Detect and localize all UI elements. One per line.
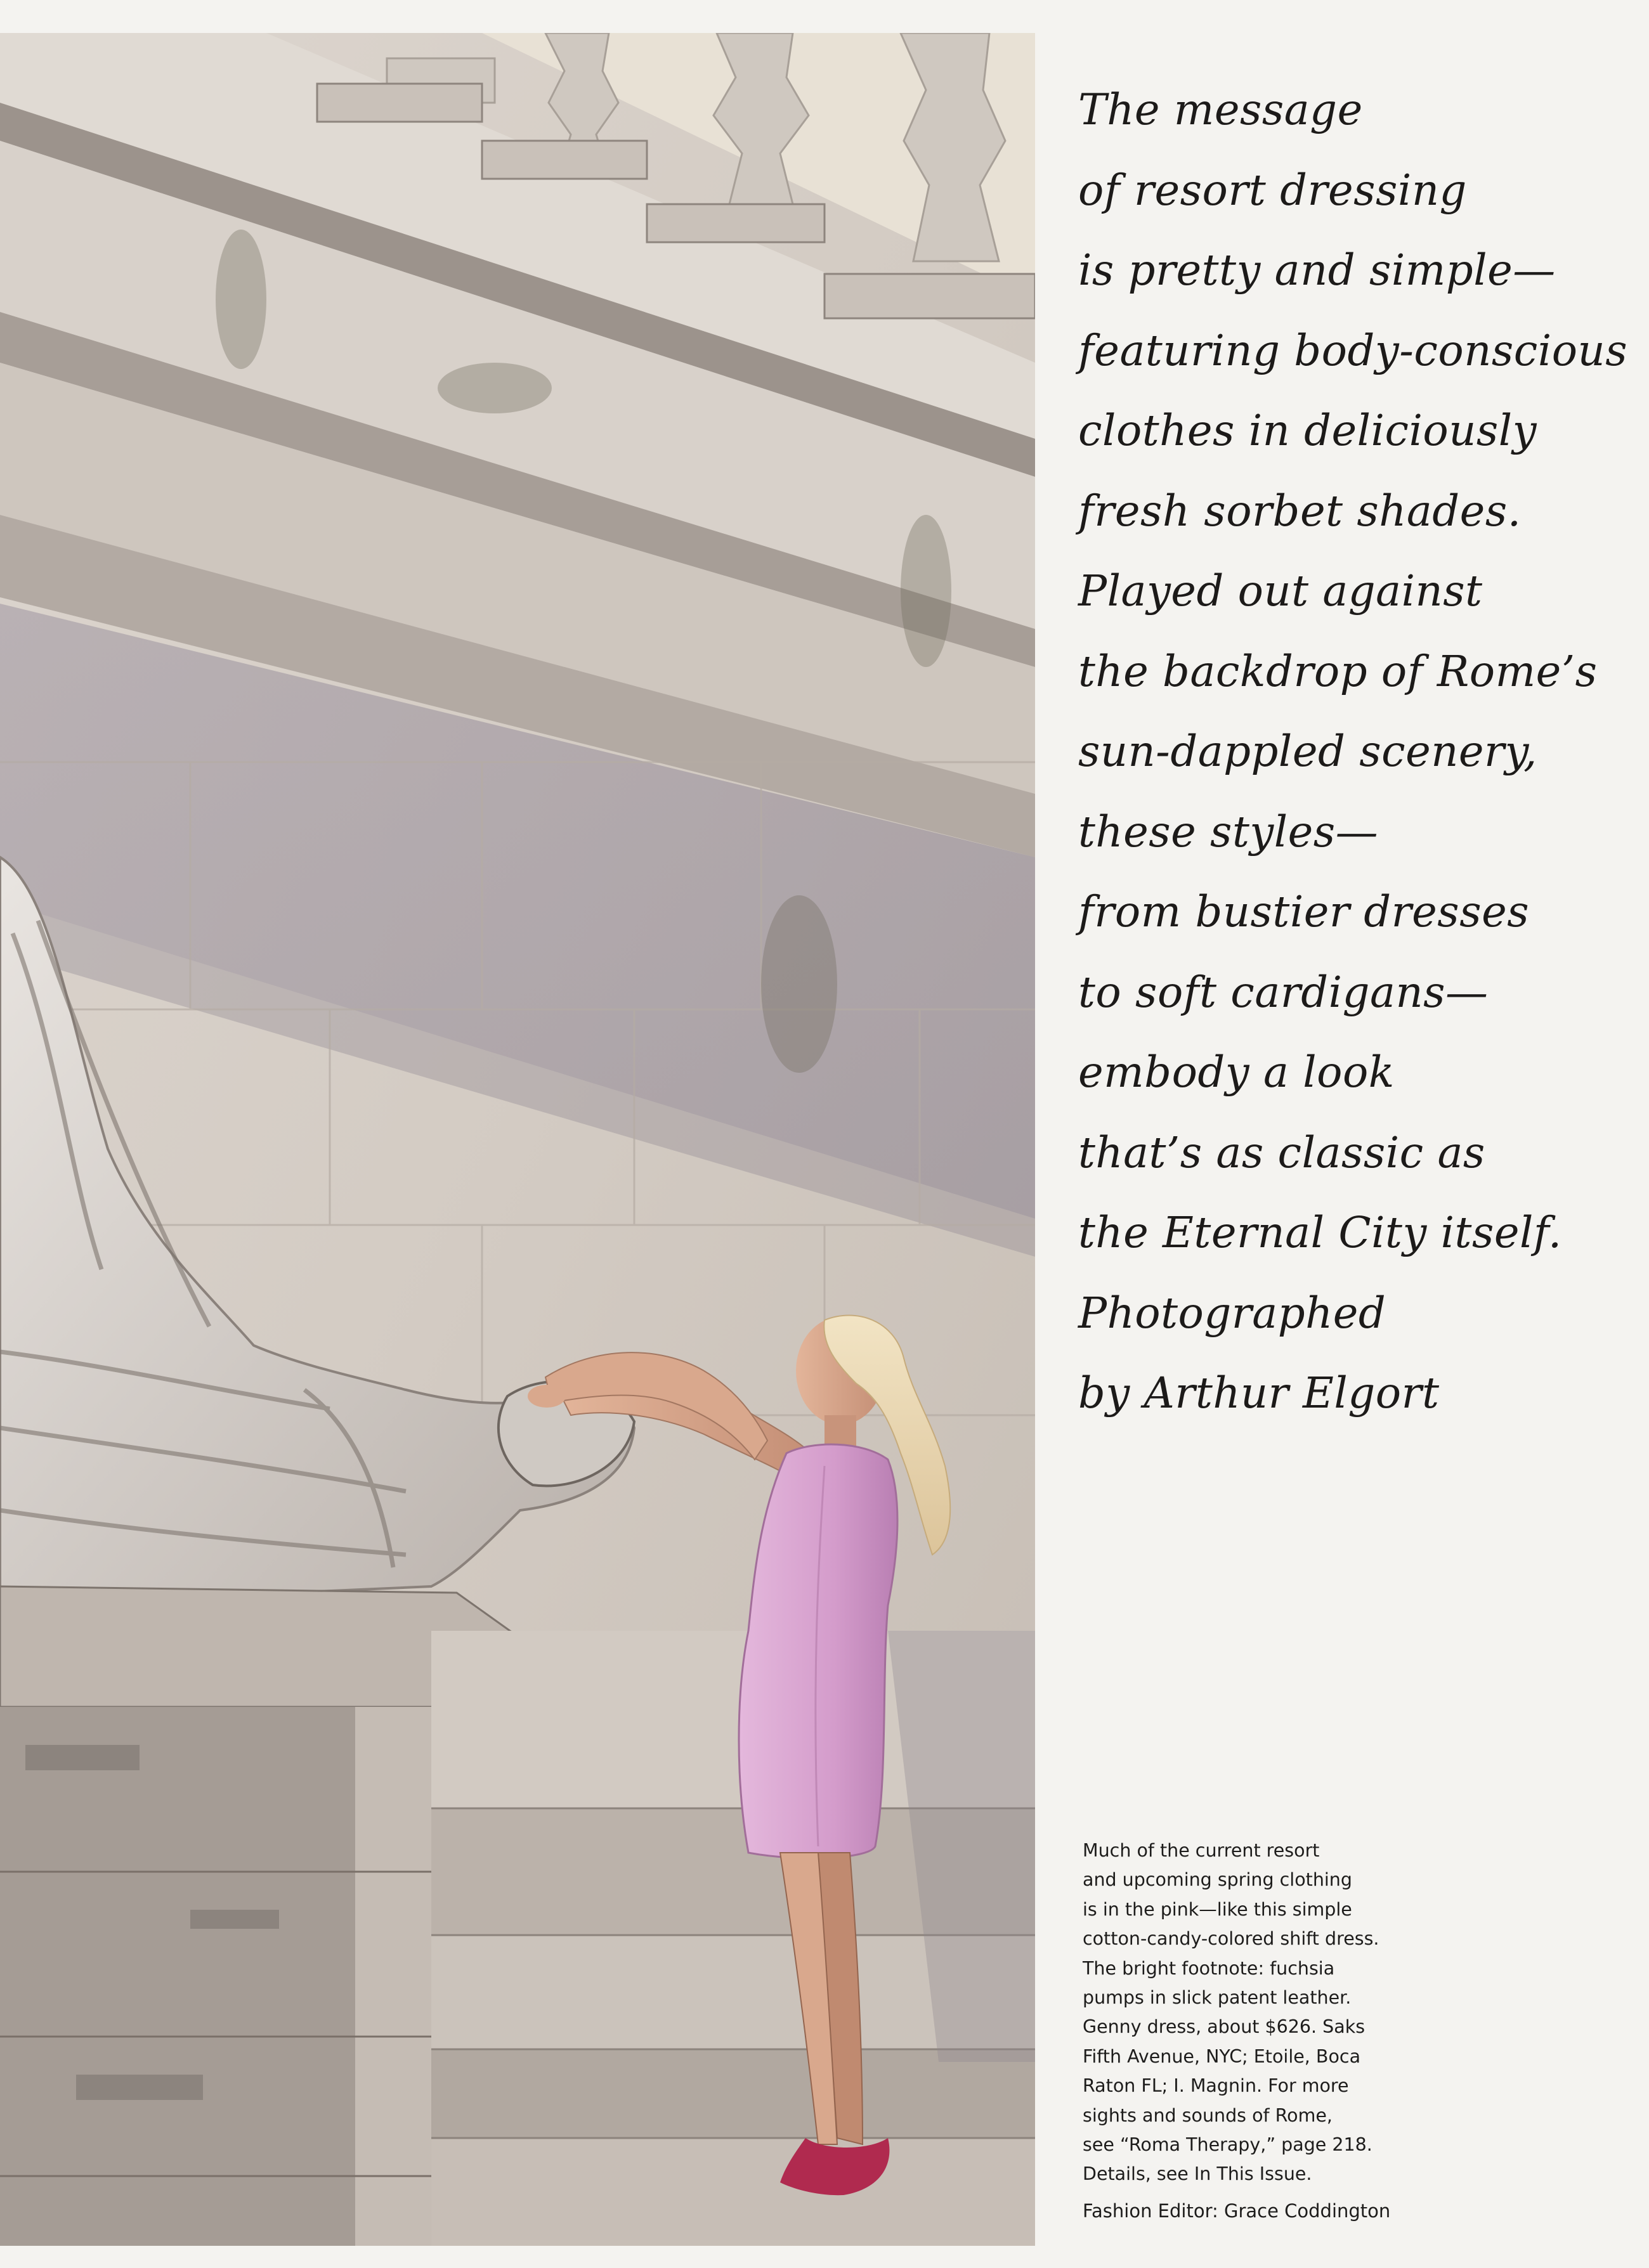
quote-line: fresh sorbet shades.: [1078, 486, 1522, 536]
caption-line: and upcoming spring clothing: [1083, 1869, 1352, 1891]
caption-line: Raton FL; I. Magnin. For more: [1083, 2075, 1349, 2097]
photo: [0, 33, 1035, 2246]
quote-line: to soft cardigans—: [1078, 967, 1489, 1017]
quote-line: sun-dappled scenery,: [1078, 727, 1537, 776]
quote-line: featuring body-conscious: [1078, 325, 1628, 375]
caption-line: Much of the current resort: [1083, 1840, 1320, 1861]
caption-line: Fifth Avenue, NYC; Etoile, Boca: [1083, 2045, 1361, 2067]
caption-line: is in the pink—like this simple: [1083, 1898, 1352, 1920]
quote-line: the Eternal City itself.: [1078, 1208, 1562, 1257]
caption-line: pumps in slick patent leather.: [1083, 1986, 1352, 2008]
caption-line: The bright footnote: fuchsia: [1083, 1957, 1335, 1979]
caption-line: Genny dress, about $626. Saks: [1083, 2016, 1365, 2038]
quote-line: these styles—: [1078, 807, 1379, 857]
caption-line: sights and sounds of Rome,: [1083, 2104, 1333, 2126]
pull-quote: [1078, 70, 1628, 1434]
quote-line: The message: [1078, 85, 1363, 134]
quote-line: of resort dressing: [1078, 165, 1467, 215]
quote-line: from bustier dresses: [1078, 887, 1530, 936]
quote-line: is pretty and simple—: [1078, 245, 1556, 295]
quote-line: Photographed: [1078, 1288, 1386, 1338]
caption-line: cotton-candy-colored shift dress.: [1083, 1928, 1379, 1950]
quote-line: embody a look: [1078, 1047, 1395, 1097]
photo-woman-pink-dress-statue-icon: [0, 33, 1035, 2246]
fashion-editor-credit: Fashion Editor: Grace Coddington: [1083, 2200, 1391, 2222]
quote-line: the backdrop of Rome’s: [1078, 646, 1598, 696]
quote-line: by Arthur Elgort: [1078, 1368, 1440, 1418]
quote-line: that’s as classic as: [1078, 1127, 1485, 1177]
quote-line: Played out against: [1078, 566, 1483, 616]
caption-line: Details, see In This Issue.: [1083, 2163, 1312, 2185]
caption-line: see “Roma Therapy,” page 218.: [1083, 2134, 1372, 2155]
photo-caption: [1083, 1836, 1438, 2189]
quote-line: clothes in deliciously: [1078, 406, 1537, 455]
